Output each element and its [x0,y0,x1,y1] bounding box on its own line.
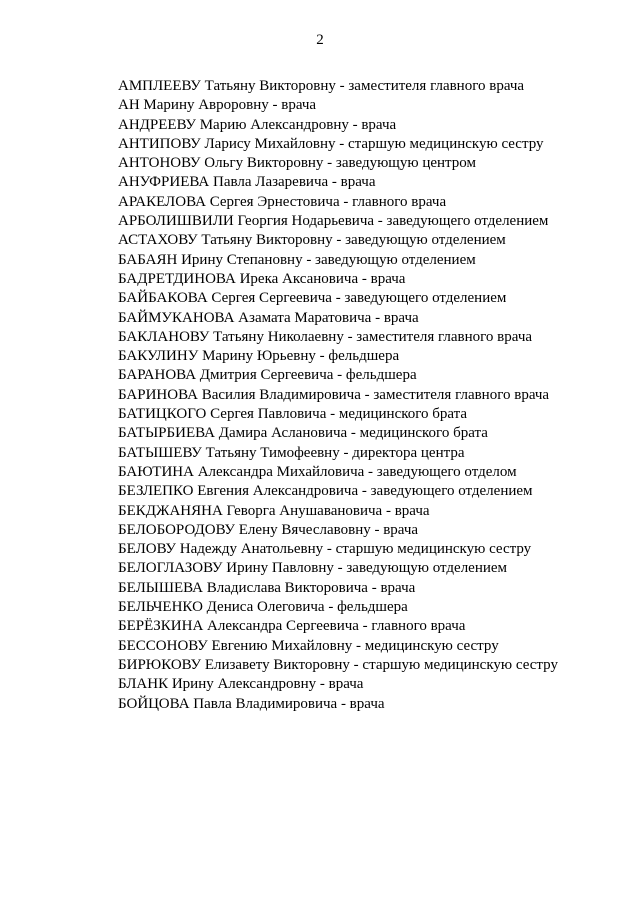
list-entry: БЕЛОБОРОДОВУ Елену Вячеславовну - врача [118,521,419,538]
list-entry: БАЙБАКОВА Сергея Сергеевича - заведующего отделением [118,290,507,307]
list-entry: БАРИНОВА Василия Владимировича - заместителя главного врача [118,386,550,403]
list-entry: БАКЛАНОВУ Татьяну Николаевну - заместителя главного врача [118,328,533,345]
list-entry: БАЙМУКАНОВА Азамата Маратовича - врача [118,309,419,326]
list-entry: БЕССОНОВУ Евгению Михайловну - медицинскую сестру [118,637,499,654]
list-entry: АМПЛЕЕВУ Татьяну Викторовну - заместителя главного врача [118,78,525,94]
page-number: 2 [316,32,324,48]
list-entry: БЛАНК Ирину Александровну - врача [118,676,364,693]
list-entry: БЕЛОГЛАЗОВУ Ирину Павловну - заведующую отделением [118,560,508,577]
list-entry: БАДРЕТДИНОВА Ирека Аксановича - врача [118,270,406,287]
list-entry: БАКУЛИНУ Марину Юрьевну - фельдшера [118,348,400,365]
list-entry: АРБОЛИШВИЛИ Георгия Нодарьевича - заведующего отделением [118,213,549,230]
list-entry: АН Марину Авроровну - врача [118,97,317,114]
list-entry: БЕРЁЗКИНА Александра Сергеевича - главного врача [118,618,466,635]
list-entry: АРАКЕЛОВА Сергея Эрнестовича - главного врача [118,193,447,210]
list-entry: АСТАХОВУ Татьяну Викторовну - заведующую отделением [118,232,506,249]
list-entry: БОЙЦОВА Павла Владимировича - врача [118,695,385,712]
list-entry: БАЮТИНА Александра Михайловича - заведующего отделом [118,463,517,480]
list-entry: БЕЛЫШЕВА Владислава Викторовича - врача [118,579,416,596]
award-list [77,77,565,714]
list-entry: БЕКДЖАНЯНА Геворга Анушавановича - врача [118,502,430,519]
list-entry: БАТЫШЕВУ Татьяну Тимофеевну - директора центра [118,444,465,461]
list-entry: БАТЫРБИЕВА Дамира Аслановича - медицинского брата [118,425,488,442]
list-entry: БЕЗЛЕПКО Евгения Александровича - заведующего отделением [118,483,533,500]
list-entry: БАБАЯН Ирину Степановну - заведующую отделением [118,251,476,268]
list-entry: АНТОНОВУ Ольгу Викторовну - заведующую центром [118,155,476,172]
list-entry: АНТИПОВУ Ларису Михайловну - старшую медицинскую сестру [118,135,544,152]
list-entry: БЕЛОВУ Надежду Анатольевну - старшую медицинскую сестру [118,541,532,558]
list-entry: БЕЛЬЧЕНКО Дениса Олеговича - фельдшера [118,599,408,616]
list-entry: БАРАНОВА Дмитрия Сергеевича - фельдшера [118,367,417,384]
list-entry: БАТИЦКОГО Сергея Павловича - медицинского брата [118,406,468,423]
list-entry: АНУФРИЕВА Павла Лазаревича - врача [118,174,376,191]
list-entry: БИРЮКОВУ Елизавету Викторовну - старшую медицинскую сестру [118,656,558,673]
list-entry: АНДРЕЕВУ Марию Александровну - врача [118,116,397,133]
